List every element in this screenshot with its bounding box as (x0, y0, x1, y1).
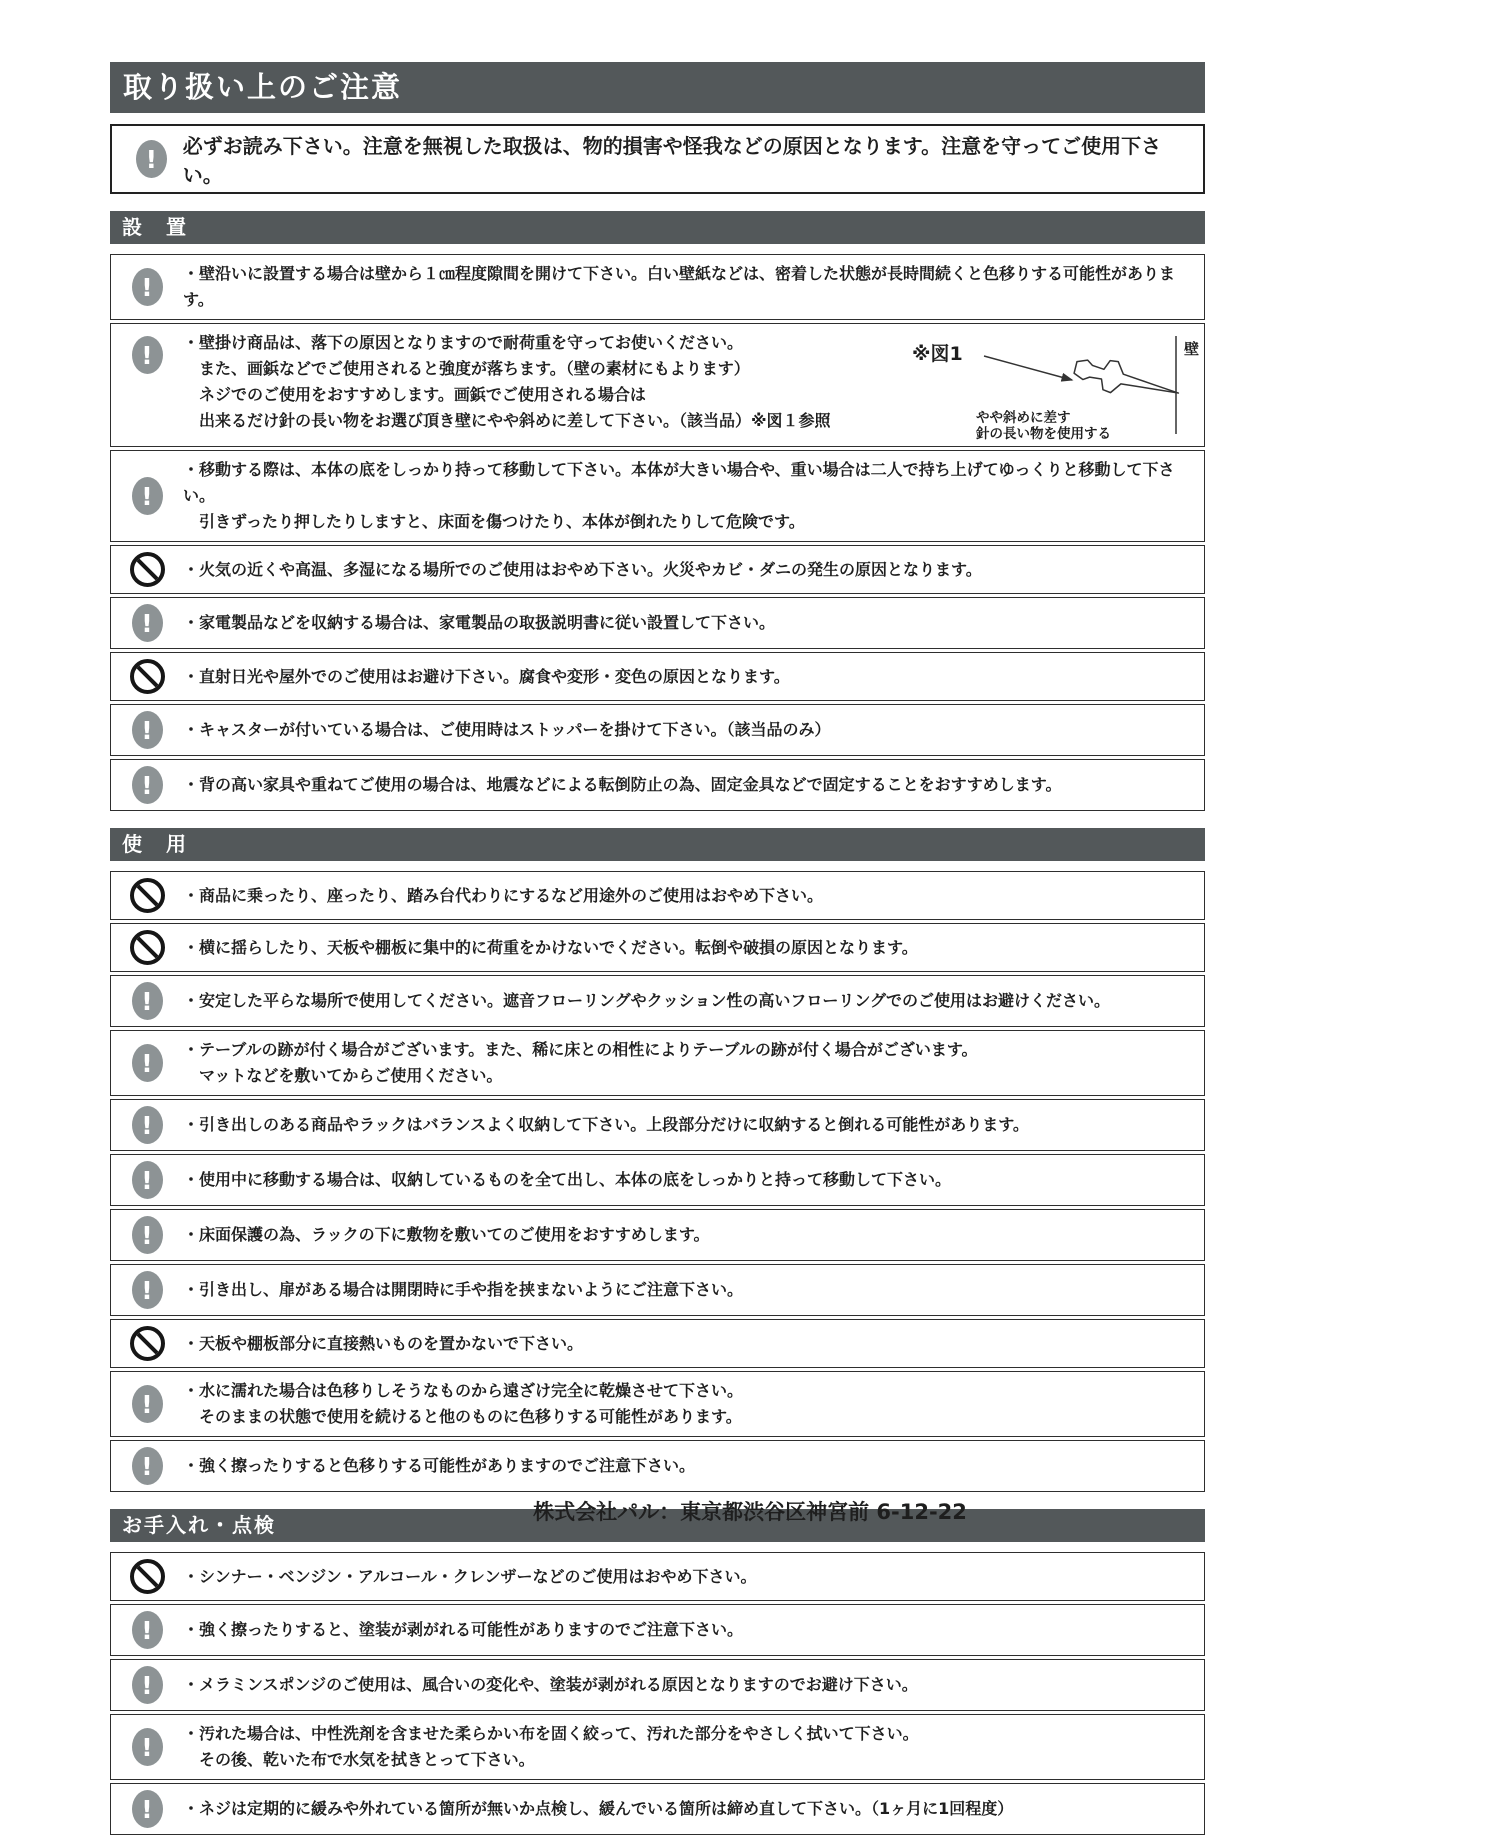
figure1-label: ※図1 (912, 343, 963, 365)
precaution-text: ・テーブルの跡が付く場合がございます。また、稀に床との相性によりテーブルの跡が付く場合がございます。 マットなどを敷いてからご使用ください。 (183, 1040, 978, 1085)
icon-cell (111, 1385, 183, 1423)
precaution-text: ・水に濡れた場合は色移りしそうなものから遠ざけ完全に乾燥させて下さい。 そのままの状態で使用を続けると他のものに色移りする可能性があります。 (183, 1381, 744, 1426)
row-group (110, 254, 1205, 811)
caution-icon: ! (132, 1044, 163, 1082)
prohibition-icon (130, 552, 165, 587)
caution-icon: ! (132, 336, 163, 374)
precaution-row (110, 923, 1205, 972)
precaution-text: ・直射日光や屋外でのご使用はお避け下さい。腐食や変形・変色の原因となります。 (183, 666, 790, 686)
icon-cell (111, 477, 183, 515)
icon-cell (111, 659, 183, 694)
section-heading: 使 用 (110, 828, 1205, 861)
figure1-caption-2: 針の長い物を使用する (976, 426, 1111, 440)
precaution-row (110, 1440, 1205, 1492)
figure1 (904, 330, 1204, 440)
precaution-row (110, 1099, 1205, 1151)
precaution-row (110, 871, 1205, 920)
row-group (110, 871, 1205, 1492)
precaution-text: ・ネジは定期的に緩みや外れている箇所が無いか点検し、緩んでいる箇所は締め直して下さい。（1ヶ月に1回程度） (183, 1799, 1014, 1818)
precaution-row (110, 1371, 1205, 1437)
caution-icon: ! (132, 1385, 163, 1423)
row-group (110, 1552, 1205, 1835)
icon-cell (111, 552, 183, 587)
precaution-row (110, 759, 1205, 811)
icon-cell (111, 1216, 183, 1254)
section-installation (110, 211, 1205, 811)
precaution-row (110, 1154, 1205, 1206)
precaution-text: ・汚れた場合は、中性洗剤を含ませた柔らかい布を固く絞って、汚れた部分をやさしく拭いて下さい。 その後、乾いた布で水気を拭きとって下さい。 (183, 1724, 919, 1769)
precaution-text: ・メラミンスポンジのご使用は、風合いの変化や、塗装が剥がれる原因となりますのでお避け下さい。 (183, 1675, 918, 1694)
precaution-row (110, 975, 1205, 1027)
figure-arrow-icon (984, 356, 1072, 380)
precaution-row (110, 1030, 1205, 1096)
precaution-row-wall-mount (110, 323, 1205, 447)
notice-box (110, 124, 1205, 194)
precaution-text: ・床面保護の為、ラックの下に敷物を敷いてのご使用をおすすめします。 (183, 1225, 710, 1244)
icon-cell (111, 1611, 183, 1649)
icon-cell (111, 268, 183, 306)
precaution-text: ・商品に乗ったり、座ったり、踏み台代わりにするなど用途外のご使用はおやめ下さい。 (183, 885, 824, 905)
section-use (110, 828, 1205, 1492)
icon-cell (111, 1666, 183, 1704)
precaution-row (110, 1264, 1205, 1316)
icon-cell (111, 1326, 183, 1361)
section-heading: お手入れ・点検 (110, 1509, 1205, 1542)
precaution-row (110, 1319, 1205, 1368)
precaution-text: ・安定した平らな場所で使用してください。遮音フローリングやクッション性の高いフローリングでのご使用はお避けください。 (183, 991, 1111, 1010)
precaution-text: ・強く擦ったりすると色移りする可能性がありますのでご注意下さい。 (183, 1456, 696, 1475)
figure1-caption-1: やや斜めに差す (976, 410, 1071, 426)
section-heading: 設 置 (110, 211, 1205, 244)
icon-cell (111, 878, 183, 913)
precaution-row (110, 1659, 1205, 1711)
caution-icon (136, 140, 167, 178)
caution-icon: ! (132, 1106, 163, 1144)
precaution-row (110, 1209, 1205, 1261)
caution-glyph: ! (145, 144, 158, 174)
icon-cell (111, 982, 183, 1020)
precaution-row (110, 254, 1205, 320)
precaution-text: ・家電製品などを収納する場合は、家電製品の取扱説明書に従い設置して下さい。 (183, 613, 776, 632)
caution-icon: ! (132, 982, 163, 1020)
prohibition-icon (130, 930, 165, 965)
caution-icon: ! (132, 477, 163, 515)
precaution-row (110, 545, 1205, 594)
figure1-diagram (904, 330, 1204, 440)
precaution-text: ・強く擦ったりすると、塗装が剥がれる可能性がありますのでご注意下さい。 (183, 1620, 744, 1639)
company-address: 株式会社パル：東京都渋谷区神宮前 6-12-22 (533, 1500, 967, 1524)
document-page (110, 62, 1205, 1835)
icon-cell (111, 604, 183, 642)
icon-cell (111, 1161, 183, 1199)
precaution-text: ・横に揺らしたり、天板や棚板に集中的に荷重をかけないでください。転倒や破損の原因となります。 (183, 937, 918, 957)
precaution-text: ・天板や棚板部分に直接熱いものを置かないで下さい。 (183, 1333, 584, 1353)
caution-icon: ! (132, 1728, 163, 1766)
prohibition-icon (130, 1326, 165, 1361)
icon-cell (111, 1271, 183, 1309)
caution-icon: ! (132, 1666, 163, 1704)
caution-icon: ! (132, 711, 163, 749)
precaution-row (110, 1714, 1205, 1780)
icon-cell (111, 1106, 183, 1144)
caution-icon: ! (132, 604, 163, 642)
precaution-text: ・引き出しのある商品やラックはバランスよく収納して下さい。上段部分だけに収納すると倒れる可能性があります。 (183, 1115, 1029, 1134)
precaution-text: ・背の高い家具や重ねてご使用の場合は、地震などによる転倒防止の為、固定金具などで固定することをおすすめします。 (183, 775, 1062, 794)
icon-cell (111, 1790, 183, 1828)
precaution-text: ・引き出し、扉がある場合は開閉時に手や指を挟まないようにご注意下さい。 (183, 1280, 744, 1299)
caution-icon: ! (132, 1161, 163, 1199)
icon-cell (111, 1559, 183, 1594)
precaution-row (110, 1783, 1205, 1835)
icon-cell (111, 766, 183, 804)
caution-icon: ! (132, 1447, 163, 1485)
icon-cell (111, 330, 183, 374)
caution-icon: ! (132, 1216, 163, 1254)
prohibition-icon (130, 1559, 165, 1594)
precaution-row (110, 1552, 1205, 1601)
prohibition-icon (130, 878, 165, 913)
caution-icon: ! (132, 1611, 163, 1649)
caution-icon: ! (132, 766, 163, 804)
precaution-text: ・壁掛け商品は、落下の原因となりますので耐荷重を守ってお使いください。 また、画鋲などでご使用されると強度が落ちます。（壁の素材にもよります） ネジでのご使用をおすすめします。画鋲でご使用される場合は 出来るだけ針の長い物をお選び頂き壁にやや斜めに差して下さい。（該当品）※図１参照 (183, 333, 831, 430)
icon-cell (111, 1044, 183, 1082)
precaution-text: ・火気の近くや高温、多湿になる場所でのご使用はおやめ下さい。火災やカビ・ダニの発生の原因となります。 (183, 559, 982, 579)
page-title: 取り扱い上のご注意 (110, 62, 1205, 113)
precaution-text: ・キャスターが付いている場合は、ご使用時はストッパーを掛けて下さい。（該当品のみ） (183, 720, 831, 739)
precaution-text: ・シンナー・ベンジン・アルコール・クレンザーなどのご使用はおやめ下さい。 (183, 1566, 757, 1586)
section-care (110, 1509, 1205, 1835)
notice-text: 必ずお読み下さい。注意を無視した取扱は、物的損害や怪我などの原因となります。注意を守ってご使用下さい。 (182, 134, 1162, 187)
precaution-text: ・使用中に移動する場合は、収納しているものを全て出し、本体の底をしっかりと持って移動して下さい。 (183, 1170, 952, 1189)
icon-cell (111, 711, 183, 749)
wall-label: 壁 (1184, 340, 1200, 358)
precaution-text: ・壁沿いに設置する場合は壁から１㎝程度隙間を開けて下さい。白い壁紙などは、密着した状態が長時間続くと色移りする可能性があります。 (183, 264, 1176, 309)
precaution-row (110, 704, 1205, 756)
icon-cell (111, 1728, 183, 1766)
prohibition-icon (130, 659, 165, 694)
precaution-row (110, 652, 1205, 701)
precaution-row (110, 597, 1205, 649)
pushpin-icon (1072, 352, 1183, 409)
caution-icon: ! (132, 268, 163, 306)
icon-cell (111, 930, 183, 965)
precaution-text: ・移動する際は、本体の底をしっかり持って移動して下さい。本体が大きい場合や、重い場合は二人で持ち上げてゆっくりと移動して下さい。 引きずったり押したりしますと、床面を傷つけたり、本体が倒れたりして危険です。 (183, 460, 1175, 531)
caution-icon: ! (132, 1790, 163, 1828)
icon-cell (111, 1447, 183, 1485)
caution-icon: ! (132, 1271, 163, 1309)
precaution-row (110, 450, 1205, 542)
precaution-row (110, 1604, 1205, 1656)
